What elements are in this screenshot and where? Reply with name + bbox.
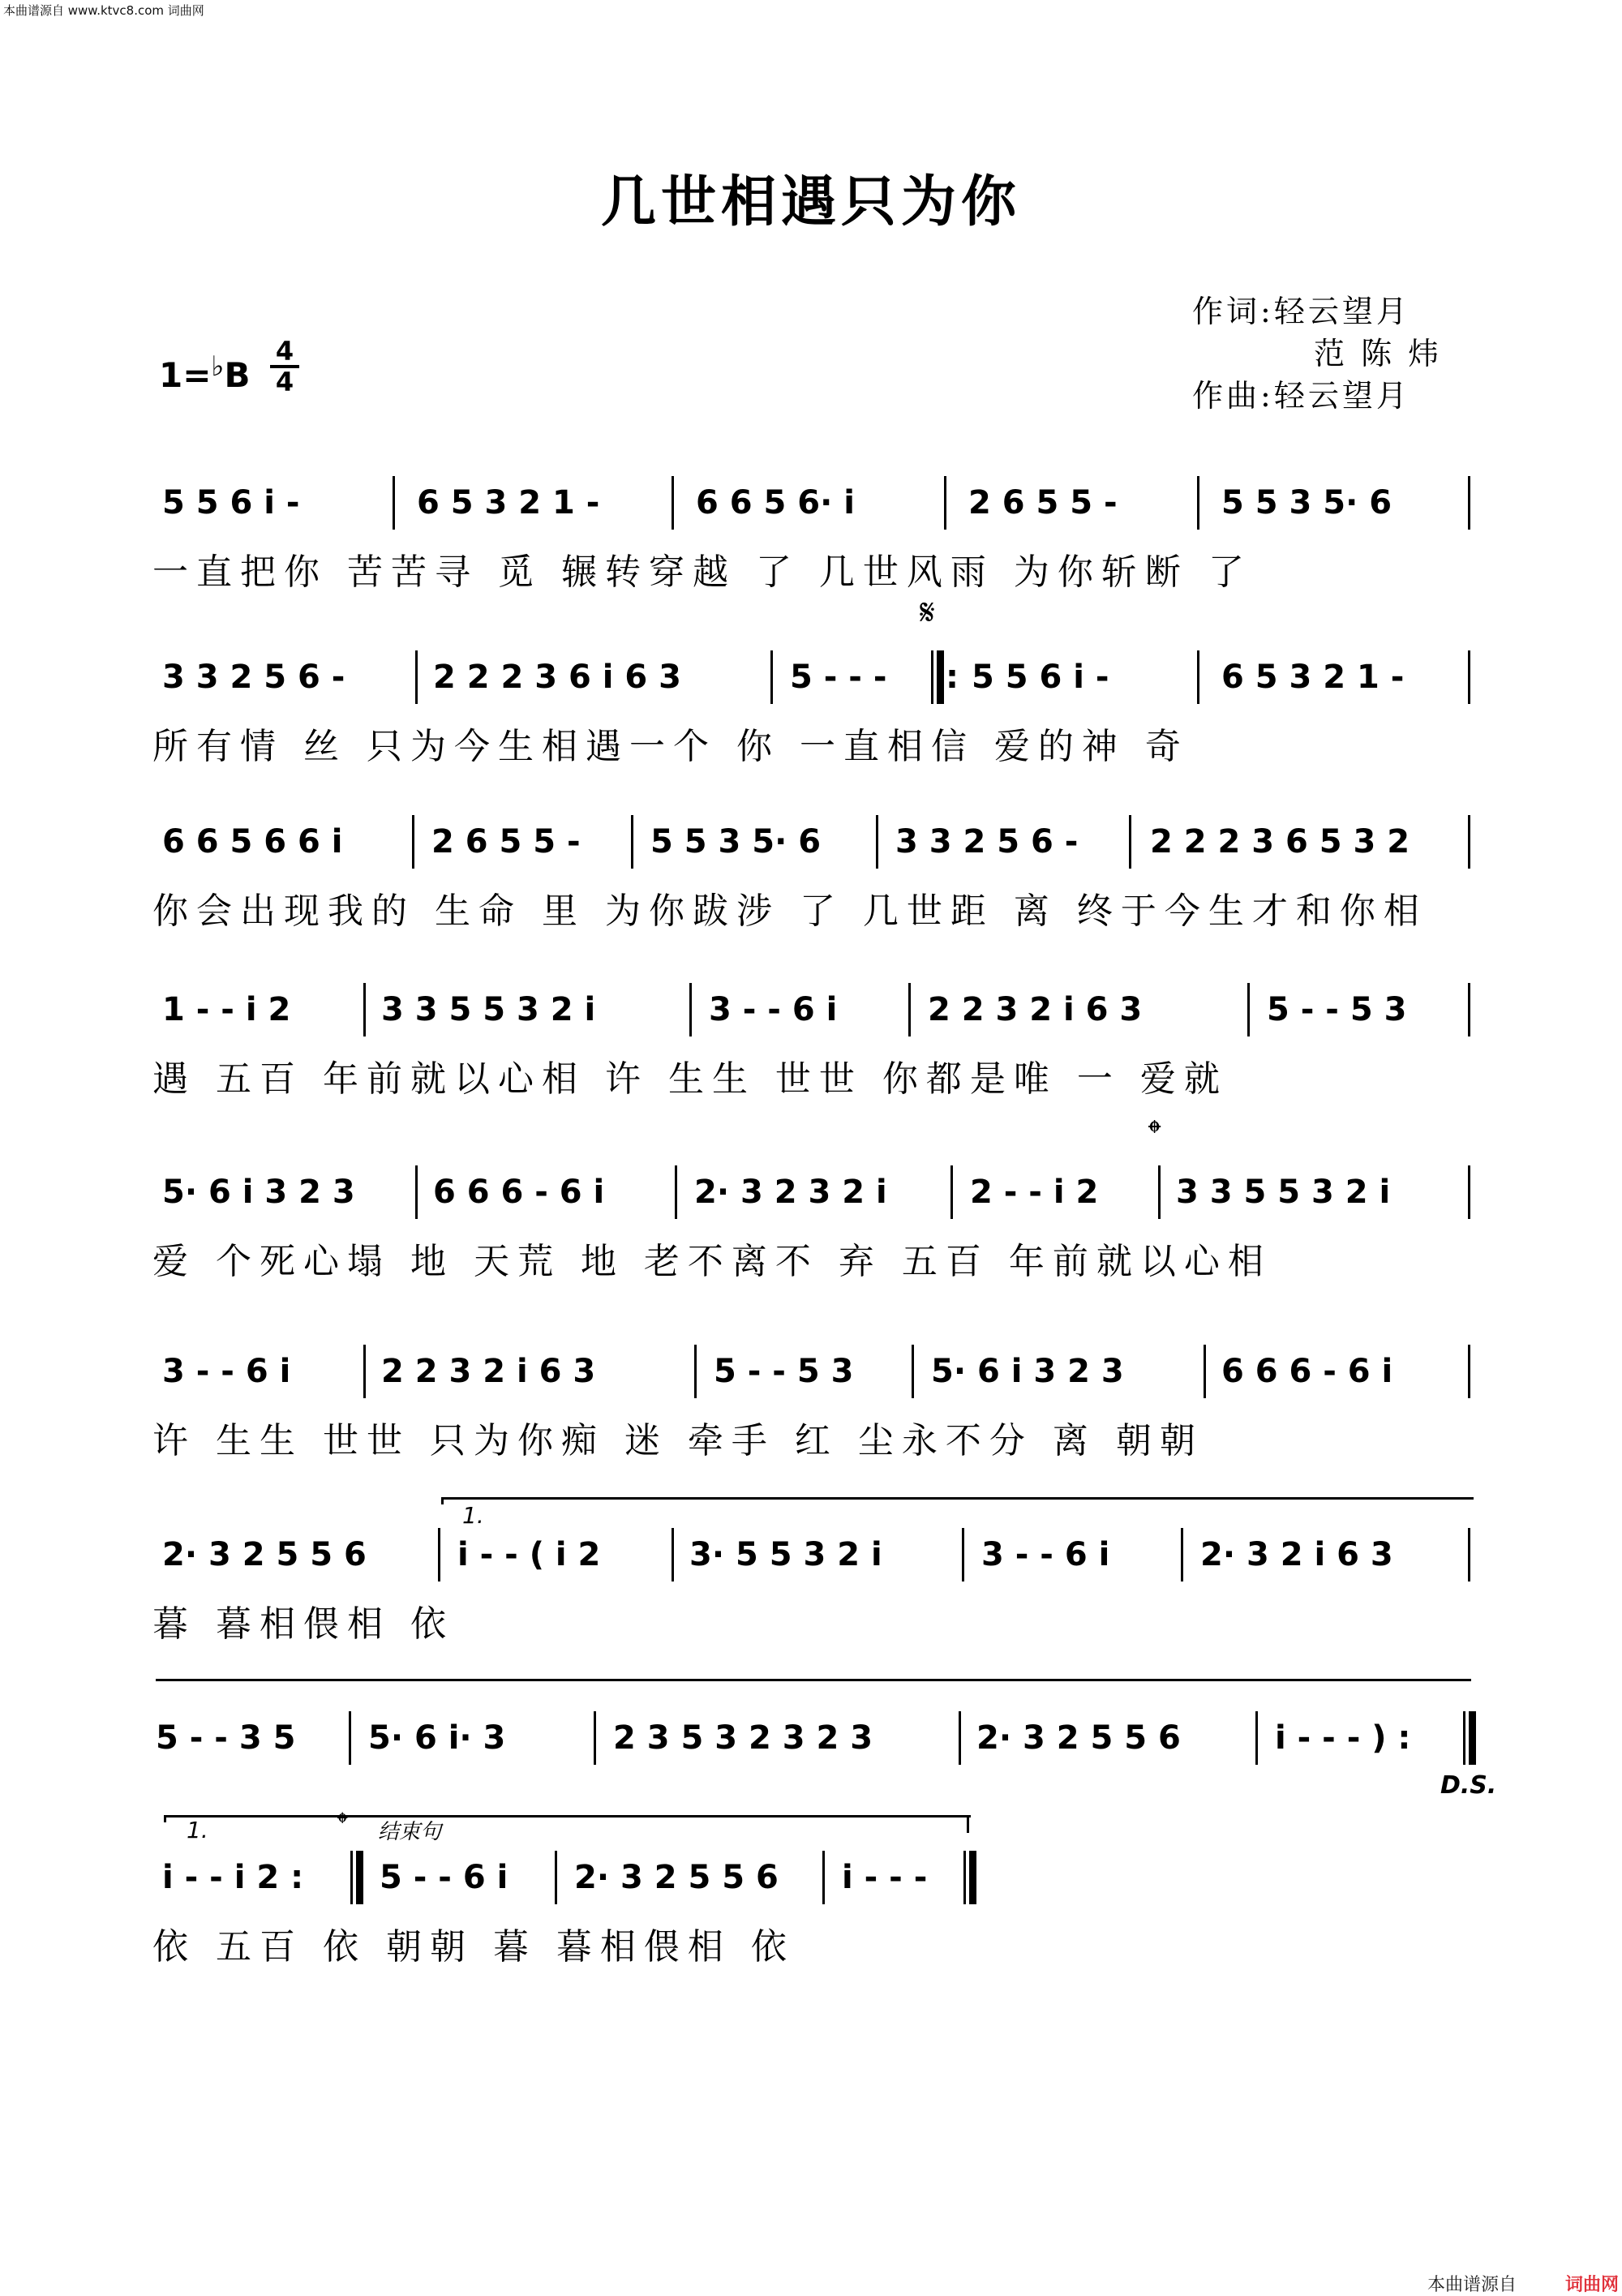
lyricist-label: 作词:: [1192, 294, 1274, 329]
watermark-right: 词曲网: [1565, 2275, 1620, 2295]
ending-continuation-rule: [156, 1679, 1471, 1681]
composer-label: 作曲:: [1192, 378, 1274, 414]
lyrics-row: 爱 个死心塌 地 天荒 地 老不离不 弃 五百 年前就以心相: [152, 1241, 1272, 1282]
measure: 2 2 3 2 i 6 3: [381, 1353, 596, 1390]
measure: i - - i 2 :: [162, 1859, 304, 1896]
barline: [363, 1345, 366, 1398]
second-ending-bracket: [164, 1815, 971, 1822]
lyricist2-row: [1192, 333, 1442, 375]
lyrics-row: 所有情 丝 只为今生相遇一个 你 一直相信 爱的神 奇: [152, 726, 1189, 767]
credits: [1192, 290, 1442, 417]
measure: 1 - - i 2: [162, 991, 291, 1028]
measure: 6 6 6 - 6 i: [433, 1174, 605, 1211]
segno-icon: 𝄋: [920, 592, 935, 633]
barline: [1204, 1345, 1206, 1398]
notes-row: [156, 474, 1473, 531]
barline: [1468, 815, 1470, 869]
measure: 2· 3 2 3 2 i: [694, 1174, 887, 1211]
time-signature: [270, 337, 299, 396]
measure: 2 - - i 2: [970, 1174, 1099, 1211]
lyrics-row: 遇 五百 年前就以心相 许 生生 世世 你都是唯 一 爱就: [152, 1058, 1228, 1100]
key-prefix: 1=: [159, 355, 212, 395]
time-numerator: 4: [270, 337, 299, 368]
measure: 2 6 5 5 -: [968, 484, 1118, 521]
lyricist-row: [1192, 290, 1442, 333]
coda-label: 结束句: [378, 1820, 442, 1844]
repeat-end-barline: [1463, 1711, 1474, 1765]
lyrics-row: 依 五百 依 朝朝 暮 暮相偎相 依: [152, 1926, 795, 1968]
measure: 2· 3 2 5 5 6: [976, 1719, 1181, 1757]
barline: [415, 650, 418, 704]
barline: [631, 815, 633, 869]
lyrics-row: 暮 暮相偎相 依: [152, 1603, 454, 1645]
measure: 3· 5 5 3 2 i: [689, 1536, 882, 1573]
barline: [1255, 1711, 1258, 1765]
composer-name: 轻云望月: [1273, 378, 1410, 414]
notes-row: [156, 1526, 1473, 1583]
barline: [908, 983, 911, 1036]
measure: 5 5 6 i -: [162, 484, 300, 521]
barline: [1468, 1345, 1470, 1398]
repeat-start-barline: [931, 650, 942, 704]
barline: [393, 476, 395, 530]
barline: [555, 1851, 557, 1904]
barline: [950, 1165, 953, 1219]
barline: [944, 476, 946, 530]
measure: 3 - - 6 i: [709, 991, 838, 1028]
flat-sign: ♭: [211, 350, 225, 383]
measure: 2 2 2 3 6 5 3 2: [1150, 823, 1410, 860]
barline: [412, 815, 414, 869]
barline: [1468, 1165, 1470, 1219]
barline: [959, 1711, 961, 1765]
first-ending-label: 1.: [462, 1502, 484, 1529]
measure: 2· 3 2 i 6 3: [1200, 1536, 1393, 1573]
barline: [349, 1711, 351, 1765]
measure: 3 - - 6 i: [162, 1353, 291, 1390]
barline: [1468, 983, 1470, 1036]
barline: [594, 1711, 596, 1765]
barline: [822, 1851, 825, 1904]
barline: [912, 1345, 914, 1398]
key-note: B: [224, 355, 251, 395]
measure: 5 5 3 5· 6: [650, 823, 822, 860]
barline: [770, 650, 773, 704]
measure: 2 6 5 5 -: [431, 823, 581, 860]
time-denominator: 4: [275, 367, 294, 397]
barline: [1129, 815, 1131, 869]
barline: [1468, 476, 1470, 530]
notes-row: [156, 813, 1473, 870]
lyrics-row: 你会出现我的 生命 里 为你跋涉 了 几世距 离 终于今生才和你相: [152, 891, 1427, 932]
barline: [689, 983, 692, 1036]
measure: 5· 6 i 3 2 3: [931, 1353, 1124, 1390]
barline: [438, 1528, 440, 1581]
lyrics-row: 许 生生 世世 只为你痴 迷 牵手 红 尘永不分 离 朝朝: [152, 1420, 1204, 1461]
coda-icon: 𝄌: [1148, 1113, 1161, 1154]
composer-row: [1192, 375, 1442, 417]
page-title: 几世相遇只为你: [600, 170, 1021, 234]
measure: 5· 6 i· 3: [368, 1719, 506, 1757]
measure: 2 2 3 2 i 6 3: [928, 991, 1143, 1028]
final-barline: [963, 1851, 975, 1904]
measure: 5 - - 5 3: [714, 1353, 854, 1390]
notes-row: [156, 981, 1473, 1038]
measure: 2· 3 2 5 5 6: [574, 1859, 779, 1896]
measure: 6 6 6 - 6 i: [1221, 1353, 1393, 1390]
measure: 6 6 5 6· i: [696, 484, 855, 521]
ds-marking: D.S.: [1440, 1771, 1497, 1800]
measure: 6 5 3 2 1 -: [1221, 659, 1405, 696]
notes-row: [156, 1849, 1473, 1906]
barline: [1181, 1528, 1183, 1581]
measure: i - - -: [842, 1859, 928, 1896]
measure: 5 - - -: [790, 659, 887, 696]
measure: 2 3 5 3 2 3 2 3: [613, 1719, 873, 1757]
barline: [1247, 983, 1250, 1036]
barline: [675, 1165, 677, 1219]
barline: [363, 983, 366, 1036]
measure: 6 5 3 2 1 -: [417, 484, 600, 521]
measure: 5 - - 3 5: [156, 1719, 296, 1757]
second-ending-right: [967, 1815, 969, 1833]
barline: [1158, 1165, 1161, 1219]
barline: [1197, 650, 1199, 704]
measure: 5 - - 5 3: [1267, 991, 1407, 1028]
measure: 5· 6 i 3 2 3: [162, 1174, 355, 1211]
barline: [1468, 650, 1470, 704]
measure: 5 5 6 i -: [972, 659, 1109, 696]
notes-row: [156, 1343, 1473, 1400]
measure: 5 - - 6 i: [380, 1859, 508, 1896]
barline: [876, 815, 878, 869]
first-ending-bracket: [441, 1497, 1474, 1504]
source-header: 本曲谱源自 www.ktvc8.com 词曲网: [3, 3, 204, 18]
watermark-left: 本曲谱源自: [1427, 2275, 1517, 2295]
notes-row: [156, 1710, 1473, 1766]
lyrics-row: 一直把你 苦苦寻 觅 辗转穿越 了 几世风雨 为你斩断 了: [152, 551, 1252, 593]
barline: [672, 1528, 674, 1581]
barline: [962, 1528, 964, 1581]
barline: [694, 1345, 697, 1398]
notes-row: [156, 649, 1473, 706]
measure: 3 3 5 5 3 2 i: [1176, 1174, 1391, 1211]
measure: 3 - - 6 i: [981, 1536, 1110, 1573]
barline: [1468, 1528, 1470, 1581]
measure: 3 3 2 5 6 -: [895, 823, 1079, 860]
repeat-dots: :: [946, 659, 959, 696]
barline: [415, 1165, 418, 1219]
repeat-end-barline: [350, 1851, 362, 1904]
measure: 6 6 5 6 6 i: [162, 823, 343, 860]
measure: 2· 3 2 5 5 6: [162, 1536, 367, 1573]
lyricist2-name: 范 陈 炜: [1314, 336, 1443, 371]
lyricist-name: 轻云望月: [1273, 294, 1410, 329]
key-signature: [159, 350, 250, 395]
second-ending-label: 1.: [187, 1817, 208, 1843]
coda-icon: 𝄌: [337, 1807, 348, 1840]
measure: i - - - ) :: [1275, 1719, 1411, 1757]
measure: 3 3 5 5 3 2 i: [381, 991, 596, 1028]
barline: [1197, 476, 1199, 530]
measure: 2 2 2 3 6 i 6 3: [433, 659, 682, 696]
measure: i - - ( i 2: [457, 1536, 601, 1573]
measure: 5 5 3 5· 6: [1221, 484, 1392, 521]
measure: 3 3 2 5 6 -: [162, 659, 345, 696]
notes-row: [156, 1164, 1473, 1221]
barline: [672, 476, 674, 530]
